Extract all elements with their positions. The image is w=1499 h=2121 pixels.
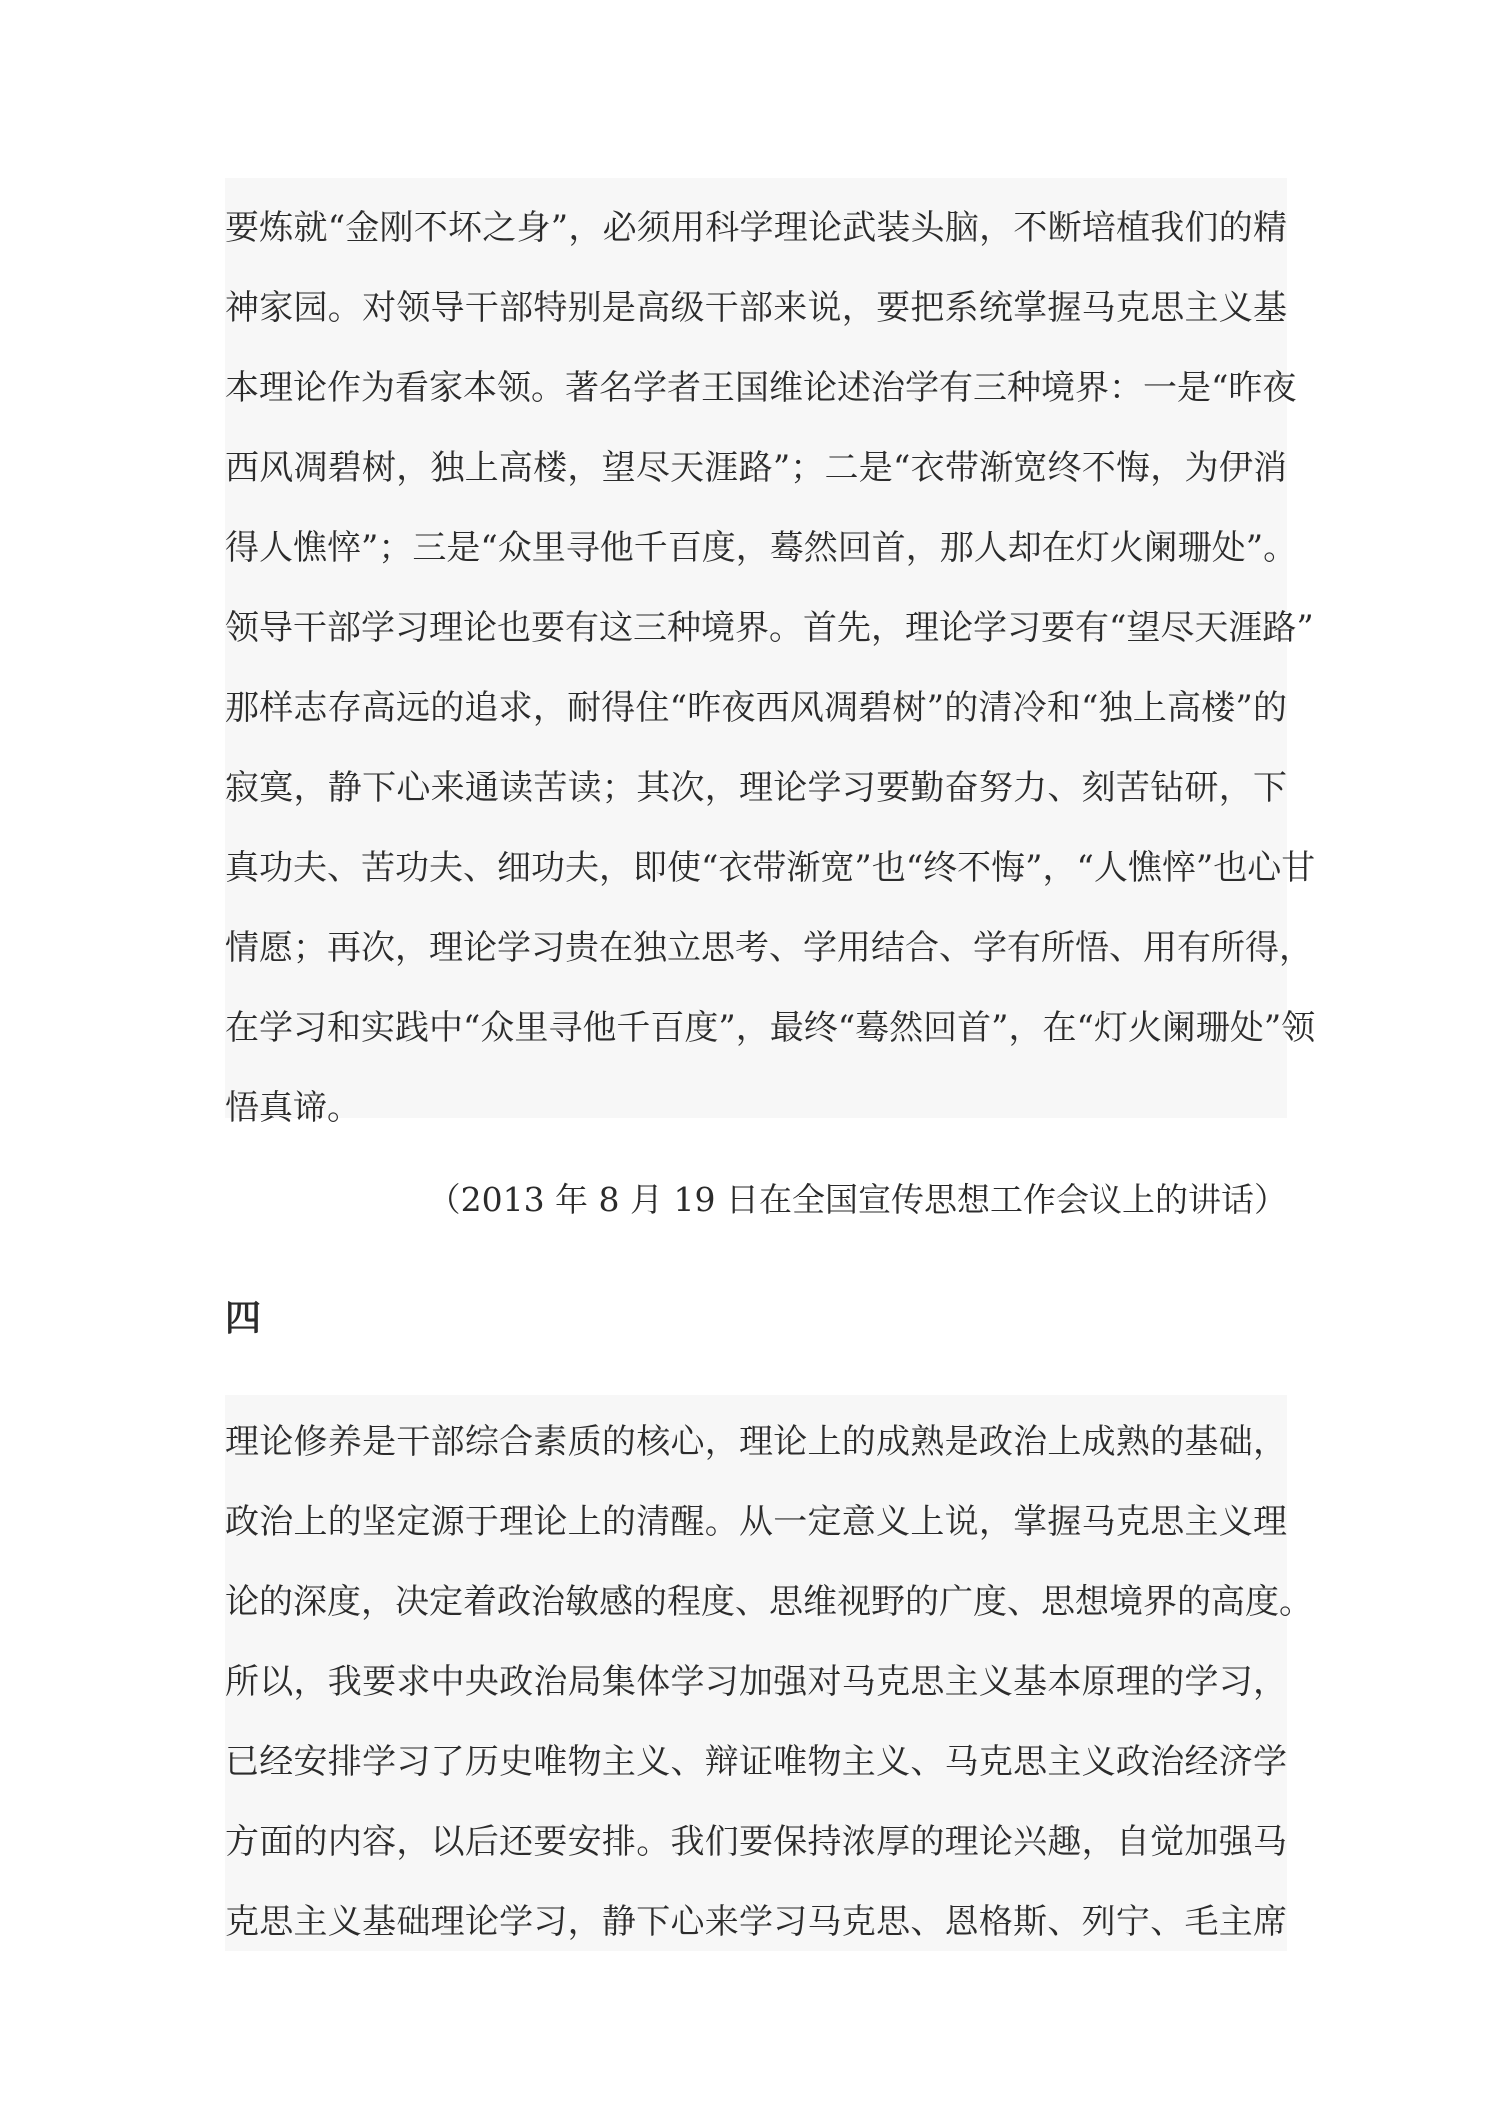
- text-line: 悟真谛。: [225, 1088, 361, 1128]
- text-line: 论的深度，决定着政治敏感的程度、思维视野的广度、思想境界的高度。: [225, 1582, 1313, 1622]
- text-line: 真功夫、苦功夫、细功夫，即使“衣带渐宽”也“终不悔”，“人憔悴”也心甘: [225, 848, 1316, 888]
- text-line: 那样志存高远的追求，耐得住“昨夜西风凋碧树”的清冷和“独上高楼”的: [225, 688, 1287, 728]
- text-line: 寂寞，静下心来通读苦读；其次，理论学习要勤奋努力、刻苦钻研，下: [225, 768, 1287, 808]
- paragraph-theory-cultivation: [225, 1402, 1313, 1962]
- section-heading: 四: [225, 1297, 262, 1339]
- text-line: 本理论作为看家本领。著名学者王国维论述治学有三种境界：一是“昨夜: [225, 368, 1297, 408]
- text-line: 理论修养是干部综合素质的核心，理论上的成熟是政治上成熟的基础，: [225, 1422, 1287, 1462]
- text-line: 政治上的坚定源于理论上的清醒。从一定意义上说，掌握马克思主义理: [225, 1502, 1287, 1542]
- text-line: 要炼就“金刚不坏之身”，必须用科学理论武装头脑，不断培植我们的精: [225, 208, 1287, 248]
- text-line: 领导干部学习理论也要有这三种境界。首先，理论学习要有“望尽天涯路”: [225, 608, 1314, 648]
- text-line: 已经安排学习了历史唯物主义、辩证唯物主义、马克思主义政治经济学: [225, 1742, 1287, 1782]
- paragraph-theory-study: [225, 188, 1316, 1148]
- text-line: 得人憔悴”；三是“众里寻他千百度，蓦然回首，那人却在灯火阑珊处”。: [225, 528, 1298, 568]
- text-line: 所以，我要求中央政治局集体学习加强对马克思主义基本原理的学习，: [225, 1662, 1287, 1702]
- text-line: 西风凋碧树，独上高楼，望尽天涯路”；二是“衣带渐宽终不悔，为伊消: [225, 448, 1287, 488]
- text-line: 神家园。对领导干部特别是高级干部来说，要把系统掌握马克思主义基: [225, 288, 1287, 328]
- text-line: 方面的内容，以后还要安排。我们要保持浓厚的理论兴趣，自觉加强马: [225, 1822, 1287, 1862]
- speech-citation: （2013 年 8 月 19 日在全国宣传思想工作会议上的讲话）: [427, 1180, 1287, 1219]
- text-line: 在学习和实践中“众里寻他千百度”，最终“蓦然回首”，在“灯火阑珊处”领: [225, 1008, 1316, 1048]
- text-line: 情愿；再次，理论学习贵在独立思考、学用结合、学有所悟、用有所得，: [225, 928, 1313, 968]
- text-line: 克思主义基础理论学习，静下心来学习马克思、恩格斯、列宁、毛主席: [225, 1902, 1287, 1942]
